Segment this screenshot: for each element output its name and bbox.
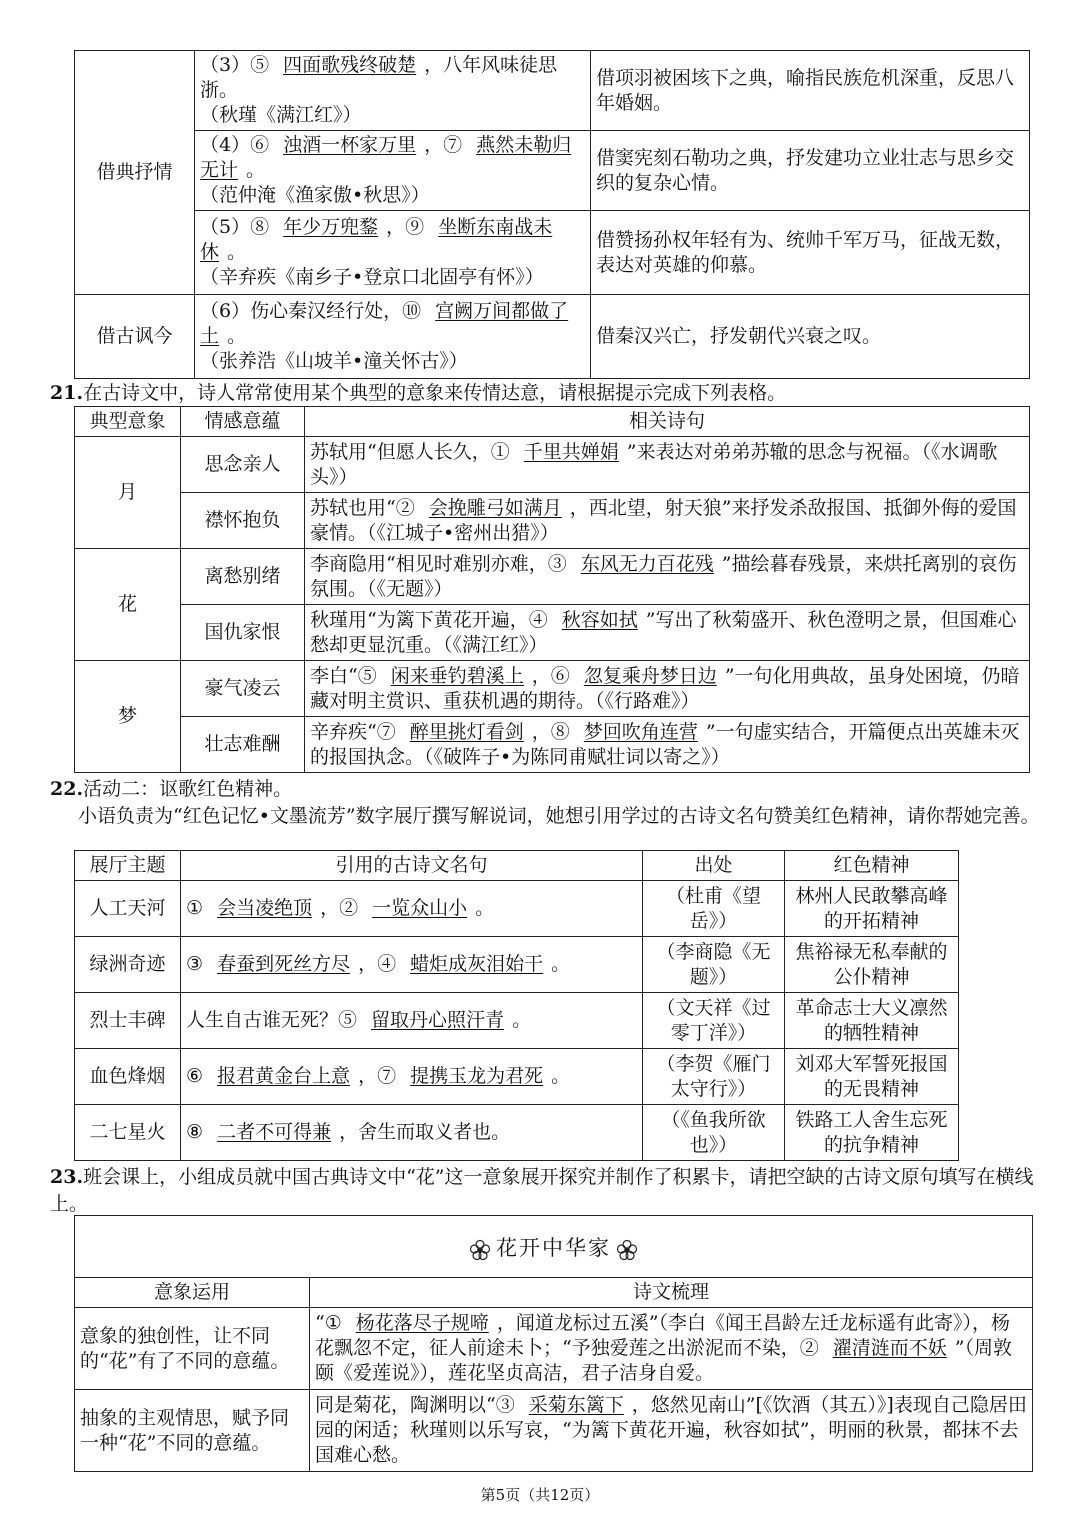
- quote-cell: [181, 1049, 643, 1105]
- quote-text: ，⑦: [358, 1065, 403, 1087]
- verse-cell: [305, 605, 1030, 661]
- verse-text: ”一句虚实结合，开篇便点出英雄未灭的报国执念。（《破阵子•为陈同甫赋壮词以寄之》）: [310, 720, 1020, 768]
- quote-cell: [181, 881, 643, 937]
- source-cell: （李商隐《无题》）: [643, 937, 785, 993]
- quote-text: ，②: [320, 897, 365, 919]
- verse-cell: [305, 549, 1030, 605]
- poem-text: ，八年风味徒思浙。: [200, 54, 558, 101]
- question-stem: 在古诗文中，诗人常常使用某个典型的意象来传情达意，请根据提示完成下列表格。: [83, 382, 787, 404]
- note-cell: 借秦汉兴亡，抒发朝代兴衰之叹。: [591, 295, 1030, 379]
- poem-text: （3）⑤: [200, 54, 276, 76]
- verse-cell: [305, 493, 1030, 549]
- verse-text: “①: [315, 1312, 348, 1334]
- answer-blank: 蜡炬成灰泪始干: [410, 953, 544, 975]
- verse-cell: [305, 661, 1030, 717]
- quote-text: ③: [186, 953, 210, 975]
- quote-cell: [181, 1105, 643, 1161]
- poem-cell: [195, 295, 591, 379]
- verse-text: 苏轼也用“②: [310, 496, 421, 519]
- answer-blank: 宫阙万间都做了土: [200, 300, 569, 347]
- card-banner: [75, 1216, 1033, 1278]
- poem-text: 。: [227, 325, 247, 347]
- question-number: 23.: [50, 1166, 84, 1188]
- poem-cell: [195, 51, 591, 131]
- poem-author: （张养浩《山坡羊•潼关怀古》）: [200, 350, 468, 372]
- quote-text: 。: [475, 897, 495, 919]
- answer-blank: 一览众山小: [372, 897, 468, 919]
- header-cell: 情感意蕴: [181, 407, 305, 437]
- verse-text: ”（周敦颐《爱莲说》），莲花坚贞高洁，君子洁身自爱。: [315, 1337, 1012, 1384]
- answer-blank: 东风无力百花残: [580, 552, 714, 575]
- answer-blank: 报君黄金台上意: [217, 1065, 351, 1087]
- verse-cell: [305, 437, 1030, 493]
- answer-blank: 忽复乘舟梦日边: [583, 664, 717, 687]
- answer-blank: 春蚕到死丝方尽: [217, 953, 351, 975]
- quote-text: ，④: [358, 953, 403, 975]
- flower-icon: [469, 1239, 491, 1261]
- source-cell: （杜甫《望岳》）: [643, 881, 785, 937]
- quote-text: ⑥: [186, 1065, 210, 1087]
- verse-text: 苏轼用“但愿人长久，①: [310, 440, 516, 463]
- answer-blank: 千里共婵娟: [523, 440, 619, 463]
- emotion-cell: 襟怀抱负: [181, 493, 305, 549]
- verse-cell: [310, 1308, 1033, 1390]
- verse-cell: [305, 717, 1030, 773]
- answer-blank: 燕然未勒归无计: [200, 134, 572, 181]
- header-cell: 诗文梳理: [310, 1278, 1033, 1308]
- quote-text: ，舍生而取义者也。: [339, 1121, 511, 1143]
- emotion-cell: 国仇家恨: [181, 605, 305, 661]
- answer-blank: 醉里挑灯看剑: [409, 720, 524, 743]
- verse-text: ”一句化用典故，虽身处困境，仍暗藏对明主赏识、重获机遇的期待。（《行路难》）: [310, 664, 1020, 712]
- answer-blank: 二者不可得兼: [217, 1121, 332, 1143]
- flower-icon: [616, 1239, 638, 1261]
- verse-text: ，西北望，射天狼”来抒发杀敌报国、抵御外侮的爱国豪情。（《江城子•密州出猎》）: [310, 496, 1017, 544]
- note-cell: 借项羽被困垓下之典，喻指民族危机深重，反思八年婚姻。: [591, 51, 1030, 131]
- theme-cell: 二七星火: [75, 1105, 181, 1161]
- poem-text: ，⑨: [386, 216, 431, 238]
- poem-text: 。: [246, 159, 266, 181]
- quote-cell: [181, 993, 643, 1049]
- header-cell: 展厅主题: [75, 851, 181, 881]
- answer-blank: 采菊东篱下: [528, 1394, 624, 1416]
- imagery-table: [74, 406, 1030, 773]
- question-23: [50, 1164, 1040, 1218]
- poem-author: （秋瑾《满江红》）: [200, 104, 362, 126]
- theme-cell: 绿洲奇迹: [75, 937, 181, 993]
- spirit-cell: 焦裕禄无私奉献的公仆精神: [785, 937, 959, 993]
- emotion-cell: 离愁别绪: [181, 549, 305, 605]
- quote-text: 。: [551, 1065, 571, 1087]
- question-22: [50, 776, 1040, 830]
- source-cell: （文天祥《过零丁洋》）: [643, 993, 785, 1049]
- answer-blank: 会挽雕弓如满月: [428, 496, 562, 519]
- poem-author: （范仲淹《渔家傲•秋思》）: [200, 184, 430, 206]
- verse-text: ，闻道龙标过五溪”（李白《闻王昌龄左迁龙标遥有此寄》），杨花飘忽不定，征人前途未卜；“予独爱莲之出淤泥而不染，②: [315, 1312, 1011, 1359]
- image-cell: 花: [75, 549, 181, 661]
- note-cell: 借赞扬孙权年轻有为、统帅千军万马，征战无数，表达对英雄的仰慕。: [591, 211, 1030, 295]
- answer-blank: 杨花落尽子规啼: [355, 1312, 489, 1334]
- poem-text: （6）伤心秦汉经行处，⑩: [200, 300, 428, 322]
- answer-blank: 梦回吹角连营: [583, 720, 698, 743]
- verse-text: 同是菊花，陶渊明以“③: [315, 1394, 521, 1416]
- spirit-cell: 铁路工人舍生忘死的抗争精神: [785, 1105, 959, 1161]
- verse-text: ”写出了秋菊盛开、秋色澄明之景，但国难心愁却更显沉重。（《满江红》）: [310, 608, 1017, 656]
- card-title: 花开中华家: [496, 1235, 611, 1260]
- verse-text: ，⑥: [531, 664, 576, 687]
- header-cell: 典型意象: [75, 407, 181, 437]
- verse-cell: [310, 1390, 1033, 1472]
- quote-text: 。: [512, 1009, 532, 1031]
- quote-cell: [181, 937, 643, 993]
- spirit-cell: 刘邓大军誓死报国的无畏精神: [785, 1049, 959, 1105]
- note-cell: 借窦宪刻石勒功之典，抒发建功立业壮志与思乡交织的复杂心情。: [591, 131, 1030, 211]
- verse-text: 辛弃疾“⑦: [310, 720, 402, 743]
- header-cell: 意象运用: [75, 1278, 310, 1308]
- emotion-cell: 壮志难酬: [181, 717, 305, 773]
- allusion-table: [74, 50, 1030, 379]
- source-cell: （李贺《雁门太守行》）: [643, 1049, 785, 1105]
- verse-text: ，⑧: [531, 720, 576, 743]
- theme-cell: 烈士丰碑: [75, 993, 181, 1049]
- page-footer: 第5页（共12页）: [480, 1486, 600, 1504]
- spirit-cell: 林州人民敢攀高峰的开拓精神: [785, 881, 959, 937]
- poem-author: （辛弃疾《南乡子•登京口北固亭有怀》）: [200, 266, 544, 288]
- answer-blank: 会当凌绝顶: [217, 897, 313, 919]
- emotion-cell: 思念亲人: [181, 437, 305, 493]
- header-cell: 红色精神: [785, 851, 959, 881]
- red-spirit-table: [74, 850, 959, 1161]
- answer-blank: 秋容如拭: [561, 608, 638, 631]
- header-cell: 出处: [643, 851, 785, 881]
- theme-cell: 血色烽烟: [75, 1049, 181, 1105]
- verse-text: ”描绘暮春残景，来烘托离别的哀伤氛围。（《无题》）: [310, 552, 1017, 600]
- answer-blank: 坐断东南战未休: [200, 216, 553, 263]
- image-cell: 梦: [75, 661, 181, 773]
- poem-cell: [195, 211, 591, 295]
- header-cell: 引用的古诗文名句: [181, 851, 643, 881]
- usage-cell: 意象的独创性，让不同的“花”有了不同的意蕴。: [75, 1308, 310, 1390]
- poem-text: 。: [227, 241, 247, 263]
- header-cell: 相关诗句: [305, 407, 1030, 437]
- answer-blank: 四面歌残终破楚: [283, 54, 417, 76]
- quote-text: ①: [186, 897, 210, 919]
- quote-text: 人生自古谁无死？⑤: [186, 1009, 364, 1031]
- answer-blank: 濯清涟而不妖: [832, 1337, 947, 1359]
- usage-cell: 抽象的主观情思，赋予同一种“花”不同的意蕴。: [75, 1390, 310, 1472]
- poem-cell: [195, 131, 591, 211]
- verse-text: ，悠然见南山”[《饮酒（其五）》]表现自己隐居田园的闲适；秋瑾则以乐写哀，“为篱下黄花开遍，秋容如拭”，明丽的秋景，都抹不去国难心愁。: [315, 1394, 1027, 1466]
- spirit-cell: 革命志士大义凛然的牺牲精神: [785, 993, 959, 1049]
- question-number: 21.: [50, 382, 84, 404]
- answer-blank: 年少万兜鍪: [283, 216, 379, 238]
- poem-text: ，⑦: [424, 134, 469, 156]
- verse-text: 李白“⑤: [310, 664, 383, 687]
- image-cell: 月: [75, 437, 181, 549]
- theme-cell: 人工天河: [75, 881, 181, 937]
- category-cell: 借古讽今: [75, 295, 195, 379]
- question-number: 22.: [50, 778, 84, 800]
- verse-text: 李商隐用“相见时难别亦难，③: [310, 552, 573, 575]
- poem-text: （5）⑧: [200, 216, 276, 238]
- answer-blank: 浊酒一杯家万里: [283, 134, 417, 156]
- emotion-cell: 豪气凌云: [181, 661, 305, 717]
- category-cell: 借典抒情: [75, 51, 195, 295]
- question-stem: 活动二：讴歌红色精神。: [83, 778, 293, 800]
- source-cell: （《鱼我所欲也》）: [643, 1105, 785, 1161]
- answer-blank: 闲来垂钓碧溪上: [390, 664, 524, 687]
- answer-blank: 提携玉龙为君死: [410, 1065, 544, 1087]
- verse-text: 秋瑾用“为篱下黄花开遍，④: [310, 608, 554, 631]
- quote-text: ⑧: [186, 1121, 210, 1143]
- question-description: 小语负责为“红色记忆•文墨流芳”数字展厅撰写解说词，她想引用学过的古诗文名句赞美红色精神，请你帮她完善。: [78, 805, 1040, 827]
- flower-card-table: [74, 1215, 1033, 1472]
- question-stem: 班会课上，小组成员就中国古典诗文中“花”这一意象展开探究并制作了积累卡，请把空缺的古诗文原句填写在横线上。: [50, 1166, 1034, 1215]
- verse-text: ”来表达对弟弟苏辙的思念与祝福。（《水调歌头》）: [310, 440, 998, 488]
- question-21: [50, 380, 1040, 407]
- answer-blank: 留取丹心照汗青: [371, 1009, 505, 1031]
- poem-text: （4）⑥: [200, 134, 276, 156]
- quote-text: 。: [551, 953, 571, 975]
